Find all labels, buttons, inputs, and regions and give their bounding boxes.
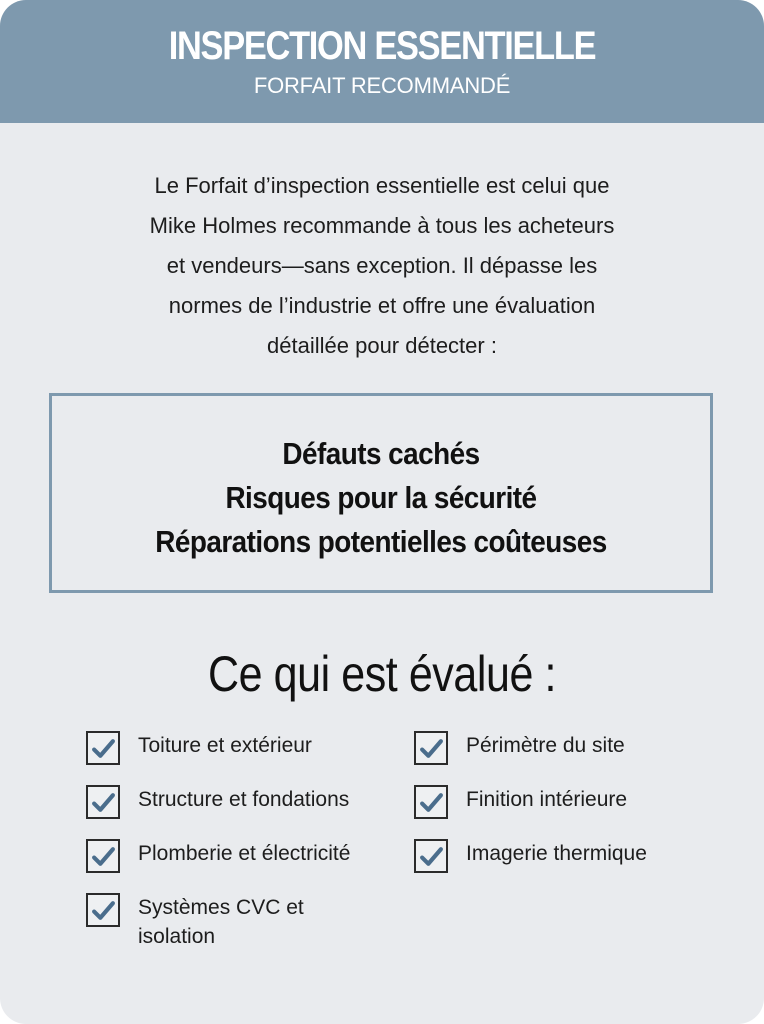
defect-hidden: Défauts cachés [282,436,480,471]
intro-line: normes de l’industrie et offre une évaluation [168,293,596,318]
checkmark-icon [419,844,444,869]
intro-line: et vendeurs—sans exception. Il dépasse les [166,253,598,278]
checkmark-icon [91,790,116,815]
checkmark-icon [419,736,444,761]
checkbox[interactable] [414,839,448,873]
checkmark-icon [91,736,116,761]
defect-safety: Risques pour la sécurité [225,480,537,515]
checklist-label: Imagerie thermique [466,842,647,865]
checklist-label: Structure et fondations [138,788,350,811]
defects-box [49,393,713,593]
checkmark-icon [91,898,116,923]
header-title: INSPECTION ESSENTIELLE [168,24,596,68]
checkbox[interactable] [414,785,448,819]
checkbox[interactable] [86,893,120,927]
header-subtitle: FORFAIT RECOMMANDÉ [253,73,511,98]
checklist-label: Plomberie et électricité [138,842,351,865]
checkmark-icon [419,790,444,815]
evaluated-title: Ce qui est évalué : [207,646,556,702]
checklist-label: Toiture et extérieur [138,734,312,757]
checkbox[interactable] [414,731,448,765]
intro-line: détaillée pour détecter : [267,333,497,358]
checklist-label: Périmètre du site [466,734,625,757]
intro-paragraph [90,166,674,366]
checklist-label: Finition intérieure [466,788,628,811]
card-header [0,0,764,123]
checklist-label: Systèmes CVC et isolation [138,896,304,948]
checkmark-icon [91,844,116,869]
checkbox[interactable] [86,839,120,873]
intro-line: Le Forfait d’inspection essentielle est celui que [154,173,610,198]
intro-line: Mike Holmes recommande à tous les acheteurs [149,213,615,238]
checkbox[interactable] [86,785,120,819]
defect-repairs: Réparations potentielles coûteuses [155,524,607,559]
checkbox[interactable] [86,731,120,765]
